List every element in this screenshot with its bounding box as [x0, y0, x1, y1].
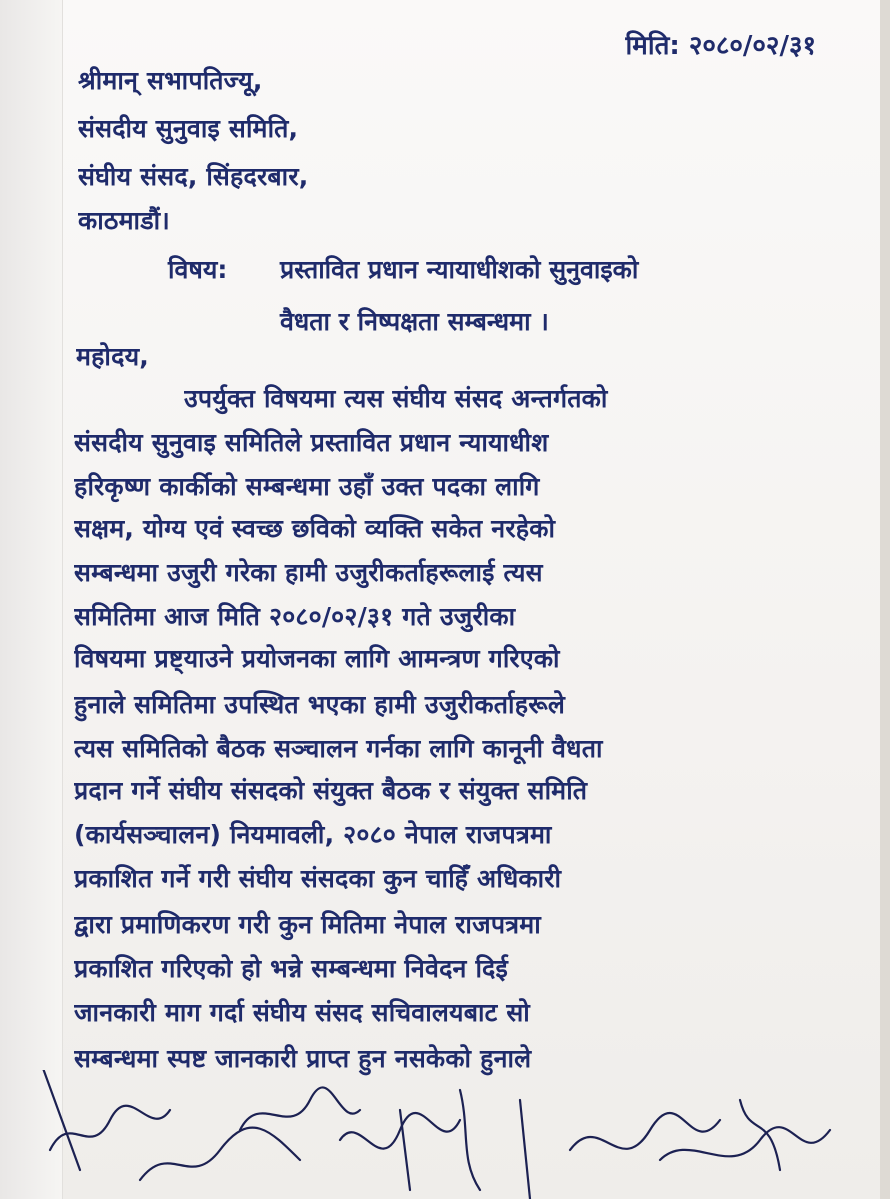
body-line-1: उपर्युक्त विषयमा त्यस संघीय संसद अन्तर्गतको: [184, 384, 608, 413]
handwritten-signatures: [40, 1070, 880, 1199]
address-line-3: संघीय संसद, सिंहदरबार,: [78, 162, 309, 191]
address-line-1: श्रीमान् सभापतिज्यू,: [78, 66, 263, 95]
body-line-12: प्रकाशित गर्ने गरी संघीय संसदका कुन चाहिँ अधिकारी: [74, 864, 562, 893]
body-line-15: जानकारी माग गर्दा संघीय संसद सचिवालयबाट सो: [74, 998, 530, 1027]
body-line-7: विषयमा प्रष्ट्याउने प्रयोजनका लागि आमन्त्रण गरिएको: [74, 644, 560, 673]
signature-scribbles-icon: [40, 1070, 880, 1199]
address-line-4: काठमाडौं।: [78, 206, 170, 235]
body-line-9: त्यस समितिको बैठक सञ्चालन गर्नका लागि कानूनी वैधता: [74, 734, 603, 763]
body-line-13: द्वारा प्रमाणिकरण गरी कुन मितिमा नेपाल राजपत्रमा: [74, 910, 541, 939]
paper-left-margin: [0, 0, 63, 1199]
subject-line-1: प्रस्तावित प्रधान न्यायाधीशको सुनुवाइको: [280, 255, 639, 284]
body-line-6: समितिमा आज मिति २०८०/०२/३१ गते उजुरीका: [74, 602, 516, 631]
body-line-4: सक्षम, योग्य एवं स्वच्छ छविको व्यक्ति सकेत नरहेको: [74, 514, 556, 543]
subject-line-2: वैधता र निष्पक्षता सम्बन्धमा ।: [280, 307, 549, 336]
body-line-5: सम्बन्धमा उजुरी गरेका हामी उजुरीकर्ताहरूलाई त्यस: [74, 558, 543, 587]
body-line-2: संसदीय सुनुवाइ समितिले प्रस्तावित प्रधान न्यायाधीश: [74, 428, 549, 457]
body-line-8: हुनाले समितिमा उपस्थित भएका हामी उजुरीकर्ताहरूले: [74, 690, 565, 719]
body-line-11: (कार्यसञ्चालन) नियमावली, २०८० नेपाल राजपत्रमा: [74, 820, 552, 849]
body-line-3: हरिकृष्ण कार्कीको सम्बन्धमा उहाँ उक्त पदका लागि: [74, 472, 540, 501]
salutation: महोदय,: [76, 342, 149, 371]
address-line-2: संसदीय सुनुवाइ समिति,: [78, 114, 299, 143]
body-line-10: प्रदान गर्ने संघीय संसदको संयुक्त बैठक र संयुक्त समिति: [74, 776, 588, 805]
body-line-16: सम्बन्धमा स्पष्ट जानकारी प्राप्त हुन नसकेको हुनाले: [74, 1044, 532, 1073]
subject-label: विषय:: [168, 255, 228, 284]
body-line-14: प्रकाशित गरिएको हो भन्ने सम्बन्धमा निवेदन दिई: [74, 954, 508, 983]
paper-right-edge: [880, 0, 890, 1199]
letter-date: मिति: २०८०/०२/३१: [625, 31, 816, 61]
